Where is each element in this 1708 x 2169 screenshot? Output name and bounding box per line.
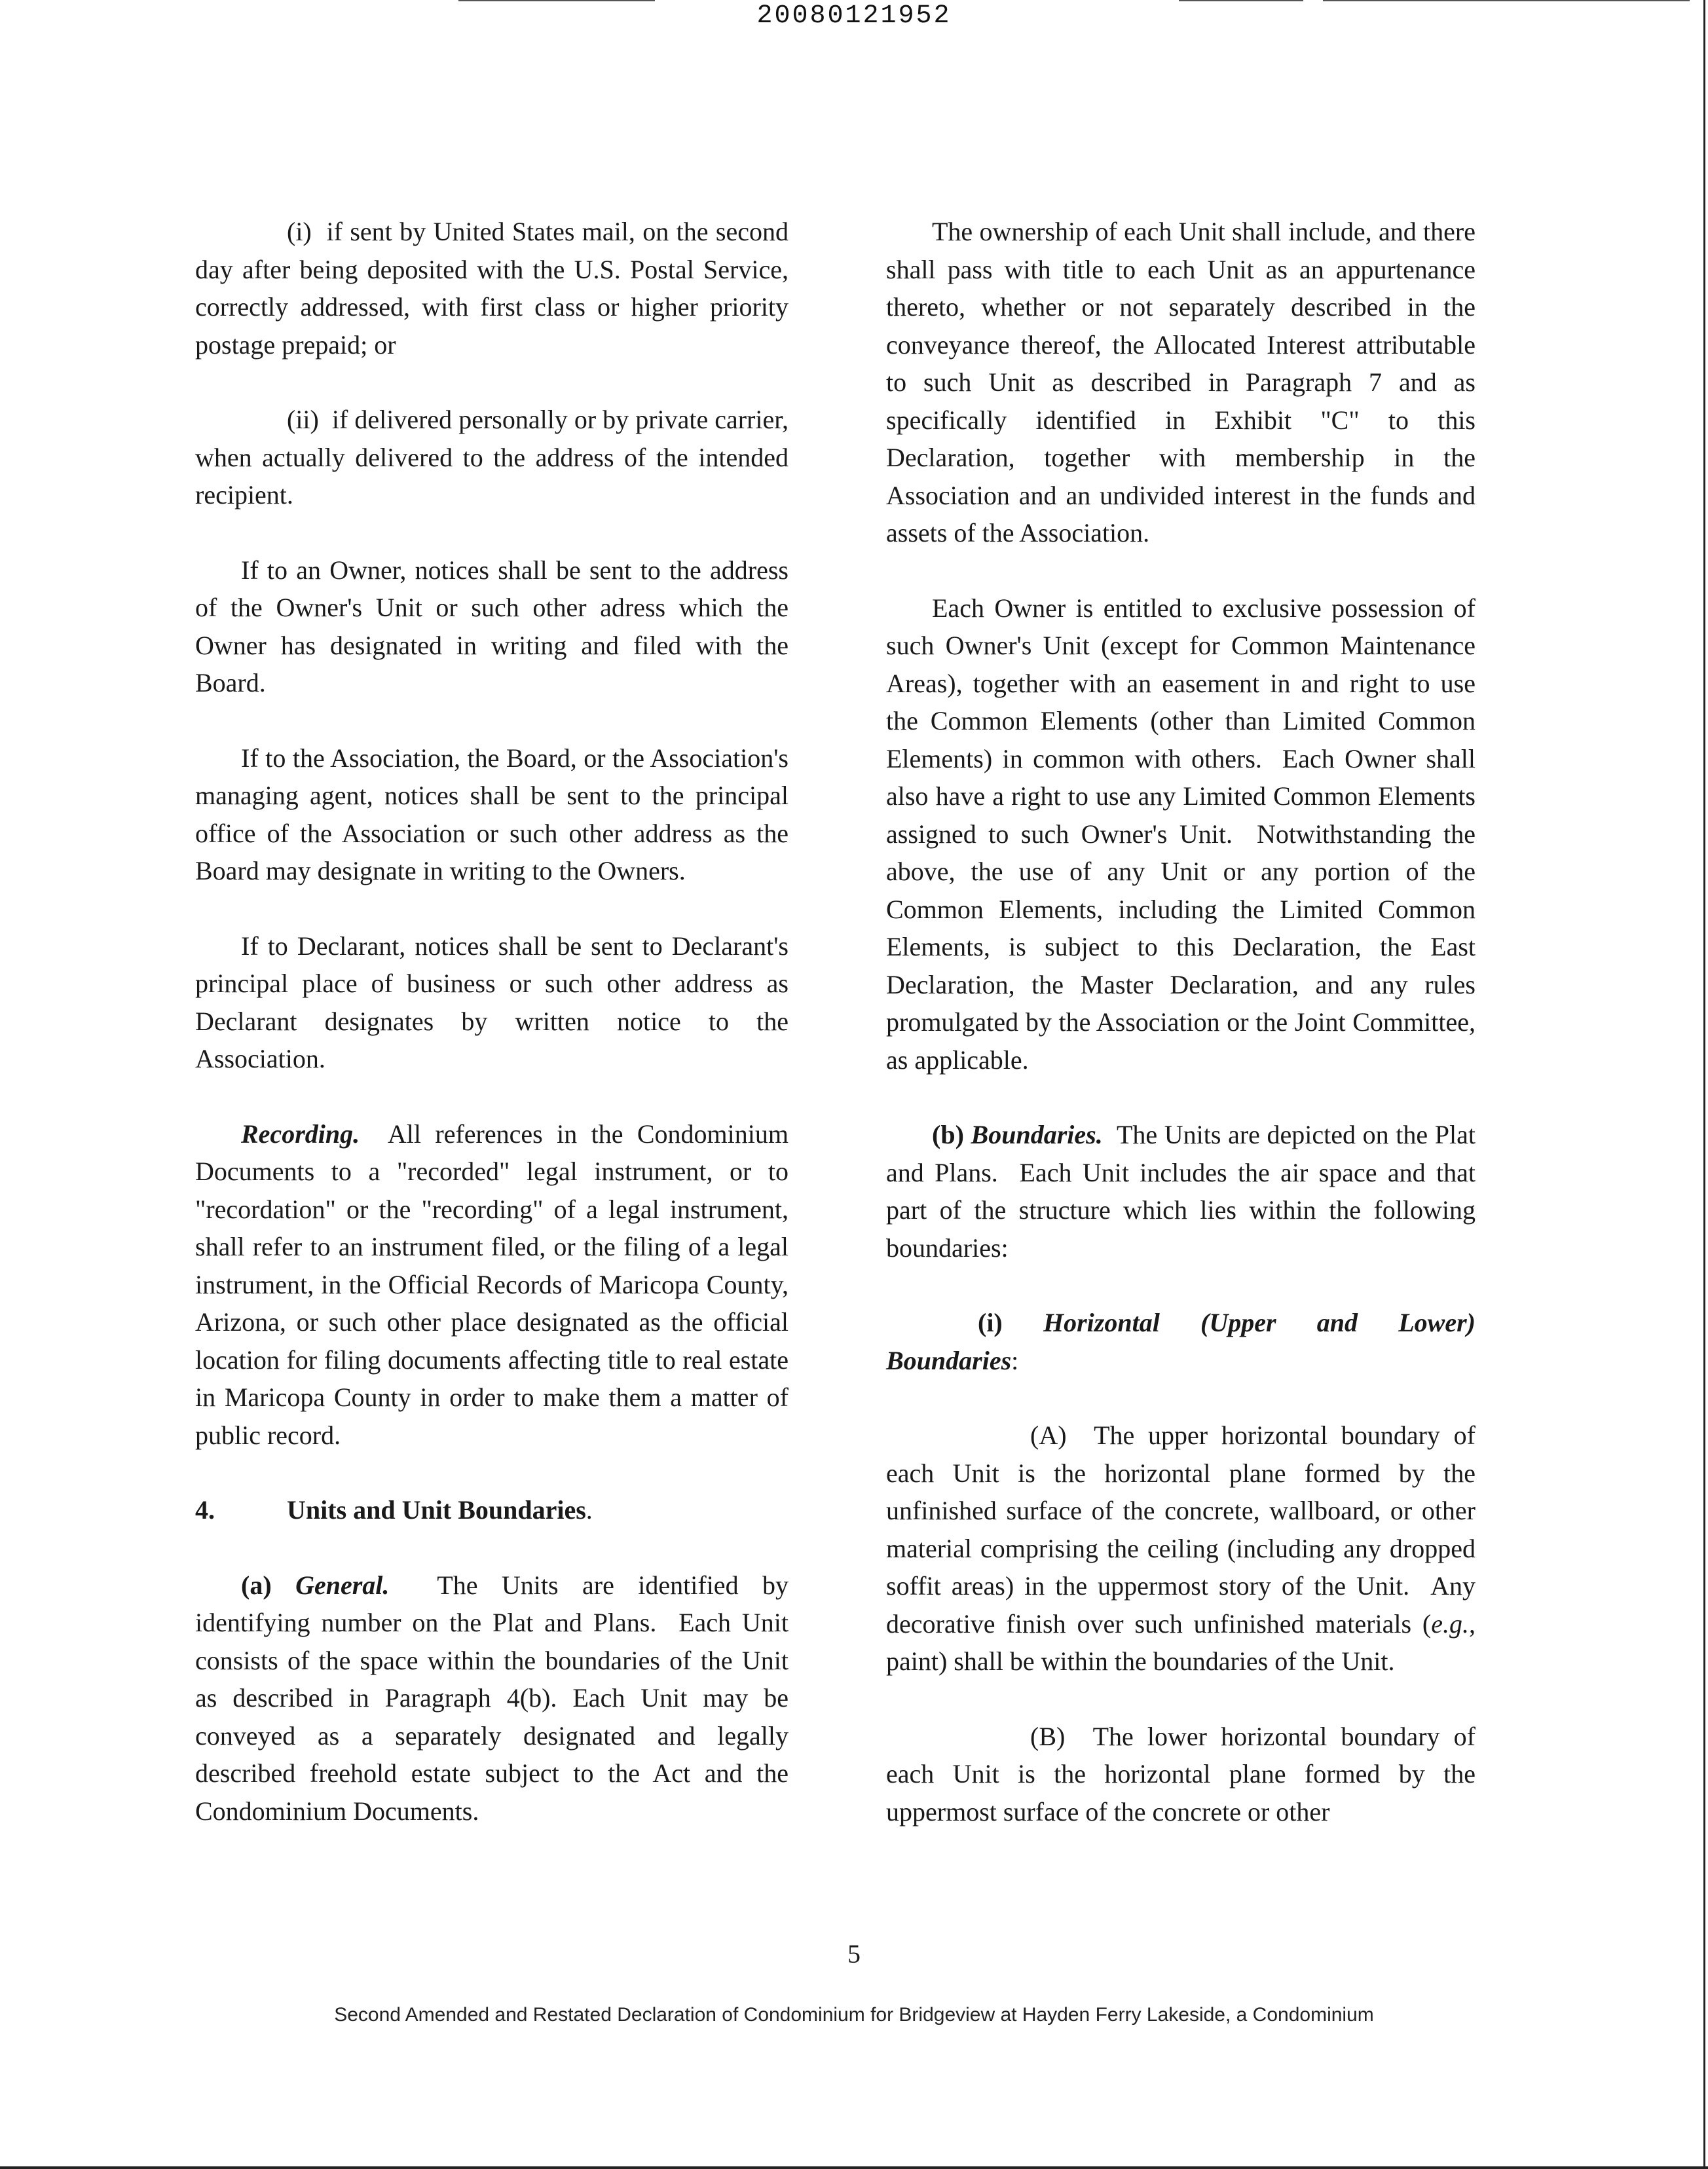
notice-owner-paragraph: If to an Owner, notices shall be sent to the address of the Owner's Unit or such other adress which the Owner has designated in writing and filed with the Board. xyxy=(195,555,789,697)
general-marker: (a) xyxy=(241,1570,272,1600)
horizontal-marker: (i) xyxy=(978,1308,1003,1337)
horizontal-colon: : xyxy=(1011,1345,1019,1375)
recording-text: All references in the Condominium Documents to a "recorded" legal instrument, or to "recordation" or the "recording" of a legal instrument, shall refer to an instrument filed, or the filing of a legal instrument, in the Official Records of Maricopa County, Arizona, or such other place designated as the official location for filing documents affecting title to real estate in Maricopa County in order to make them a matter of public record. xyxy=(195,1119,789,1450)
left-column xyxy=(195,213,789,1867)
general-label: General. xyxy=(295,1570,390,1600)
document-number: 20080121952 xyxy=(756,1,952,31)
boundaries-label: Boundaries. xyxy=(971,1120,1103,1149)
scan-edge-border-bottom xyxy=(0,2166,1708,2169)
notice-declarant-paragraph: If to Declarant, notices shall be sent to Declarant's principal place of business or such other address as Declarant designates by written notice to the Association. xyxy=(195,931,789,1073)
upper-boundary-text-end: , paint) shall be within the boundaries of the Unit. xyxy=(886,1608,1476,1676)
notice-delivery-clause: (ii) if delivered personally or by private carrier, when actually delivered to the address of the intended recipient. xyxy=(195,405,789,510)
recording-label: Recording. xyxy=(241,1119,360,1149)
lower-boundary-paragraph: (B) The lower horizontal boundary of each Unit is the horizontal plane formed by the uppermost surface of the concrete or other xyxy=(886,1721,1476,1826)
boundaries-text: The Units are depicted on the Plat and Plans. Each Unit includes the air space and that part of the structure which lies within the following boundaries: xyxy=(886,1120,1476,1263)
possession-paragraph: Each Owner is entitled to exclusive possession of such Owner's Unit (except for Common Maintenance Areas), together with an easement in and right to use the Common Elements (other than Limited Common Elements) in common with others. Each Owner shall also have a right to use any Limited Common Elements assigned to such Owner's Unit. Notwithstanding the above, the use of any Unit or any portion of the Common Elements, including the Limited Common Elements, is subject to this Declaration, the East Declaration, the Master Declaration, and any rules promulgated by the Association or the Joint Committee, as applicable. xyxy=(886,593,1476,1075)
upper-boundary-eg: e.g. xyxy=(1431,1608,1469,1639)
upper-boundary-text: (A) The upper horizontal boundary of each Unit is the horizontal plane formed by the unfinished surface of the concrete, wallboard, or other material comprising the ceiling (including any dropped soffit areas) in the uppermost story of the Unit. Any decorative finish over such unfinished materials ( xyxy=(886,1420,1476,1639)
horizontal-boundaries-heading xyxy=(886,1304,1476,1379)
notice-association-paragraph: If to the Association, the Board, or the Association's managing agent, notices shall be sent to the principal office of the Association or such other address as the Board may designate in writing to the Owners. xyxy=(195,743,789,885)
general-text: The Units are identified by identifying number on the Plat and Plans. Each Unit consists of the space within the boundaries of the Unit as described in Paragraph 4(b). Each Unit may be conveyed as a separately designated and legally described freehold estate subject to the Act and the Condominium Documents. xyxy=(195,1570,789,1826)
page-number: 5 xyxy=(847,1939,861,1969)
boundaries-paragraph xyxy=(886,1116,1476,1267)
boundaries-marker: (b) xyxy=(932,1120,964,1149)
upper-boundary-paragraph xyxy=(886,1417,1476,1680)
general-paragraph xyxy=(195,1566,789,1830)
ownership-paragraph: The ownership of each Unit shall include, and there shall pass with title to each Unit as an appurtenance thereto, whether or not separately described in the conveyance thereof, the Allocated Interest attributable to such Unit as described in Paragraph 7 and as specifically identified in Exhibit "C" to this Declaration, together with membership in the Association and an undivided interest in the funds and assets of the Association. xyxy=(886,217,1476,547)
section-title: Units and Unit Boundaries xyxy=(287,1495,586,1525)
horizontal-label: Horizontal (Upper and Lower) Boundaries xyxy=(886,1308,1476,1375)
recording-paragraph xyxy=(195,1115,789,1455)
footer-title: Second Amended and Restated Declaration of Condominium for Bridgeview at Hayden Ferry Lakeside, a Condominium xyxy=(334,2004,1374,2026)
scan-edge-border-right xyxy=(1703,0,1705,2169)
section-number: 4. xyxy=(195,1495,215,1525)
right-column xyxy=(886,213,1476,1868)
notice-mail-clause: (i) if sent by United States mail, on the second day after being deposited with the U.S. Postal Service, correctly addressed, with first class or higher priority postage prepaid; or xyxy=(195,217,789,360)
section-heading: 4. Units and Unit Boundaries. xyxy=(195,1491,789,1529)
